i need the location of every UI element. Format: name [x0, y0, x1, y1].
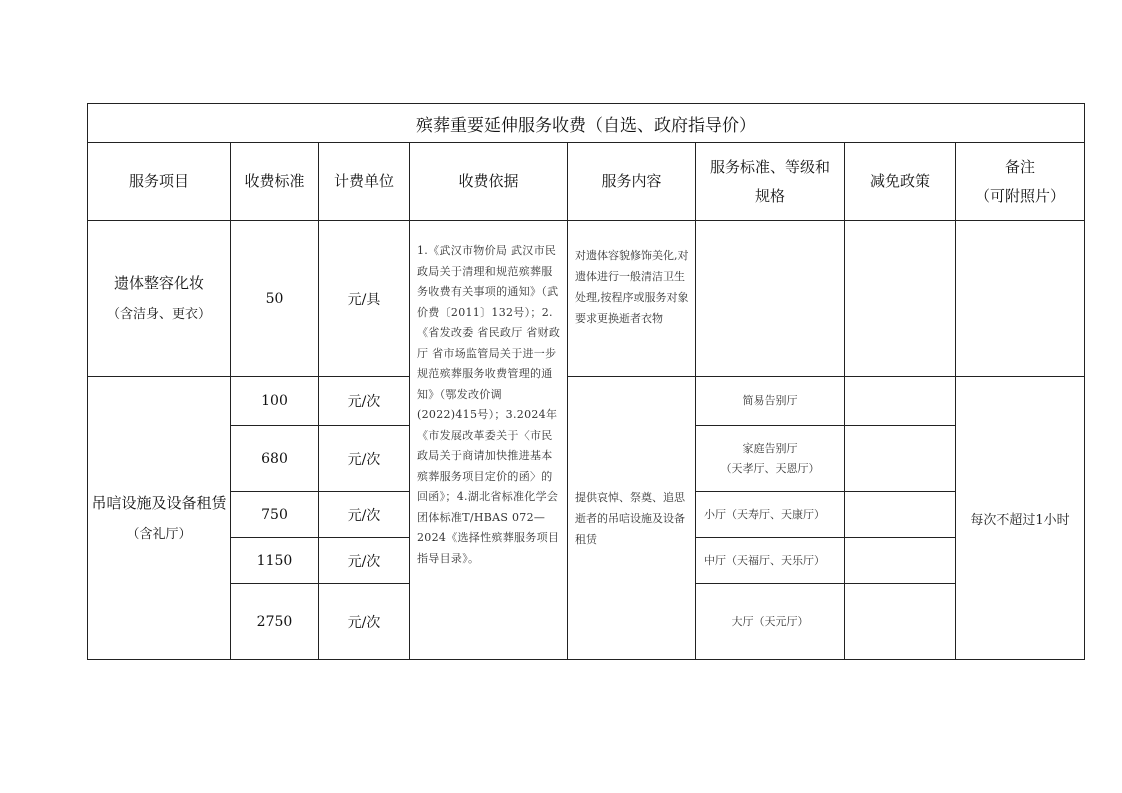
fee-value: 2750: [231, 584, 319, 660]
header-remark-line1: 备注: [1004, 158, 1035, 176]
content-text: 对遗体容貌修饰美化,对遗体进行一般清洁卫生处理,按程序或服务对象要求更换逝者衣物: [568, 221, 696, 377]
header-service-standard: [696, 143, 845, 221]
header-remark: [956, 143, 1085, 221]
item-cell-makeup: [88, 221, 231, 377]
content-text: 提供哀悼、祭奠、追思逝者的吊唁设施及设备租赁: [568, 377, 696, 660]
item-sub: （含洁身、更衣）: [106, 307, 211, 323]
header-service-standard-line2: 规格: [754, 186, 785, 205]
unit-value: 元/具: [319, 221, 410, 377]
item-sub: （含礼厅）: [126, 526, 192, 542]
fee-value: 750: [231, 492, 319, 538]
header-basis: 收费依据: [410, 143, 568, 221]
remark-text: 每次不超过1小时: [956, 377, 1085, 660]
table-title: 殡葬重要延伸服务收费（自选、政府指导价）: [88, 104, 1085, 143]
unit-value: 元/次: [319, 426, 410, 492]
item-cell-rental: [88, 377, 231, 660]
table-row: [88, 377, 1085, 426]
relief-empty: [845, 426, 956, 492]
relief-empty: [845, 377, 956, 426]
item-name: 遗体整容化妆: [113, 274, 204, 293]
header-relief: 减免政策: [845, 143, 956, 221]
relief-empty: [845, 538, 956, 584]
unit-value: 元/次: [319, 584, 410, 660]
unit-value: 元/次: [319, 492, 410, 538]
relief-empty: [845, 221, 956, 377]
header-item: 服务项目: [88, 143, 231, 221]
service-standard: 中厅（天福厅、天乐厅）: [696, 538, 845, 584]
header-remark-line2: （可附照片）: [974, 186, 1065, 205]
service-standard-empty: [696, 221, 845, 377]
service-standard: 小厅（天寿厅、天康厅）: [696, 492, 845, 538]
remark-empty: [956, 221, 1085, 377]
service-standard: 简易告别厅: [696, 377, 845, 426]
unit-value: 元/次: [319, 538, 410, 584]
header-unit: 计费单位: [319, 143, 410, 221]
fee-value: 1150: [231, 538, 319, 584]
header-service-standard-line1: 服务标准、等级和: [709, 158, 830, 176]
basis-text: 1.《武汉市物价局 武汉市民政局关于清理和规范殡葬服务收费有关事项的通知》（武价费〔2011〕132号）；2.《省发改委 省民政厅 省财政厅 省市场监管局关于进一步规范殡葬服务收费管理的通知》（鄂发改价调(2022)415号）；3.2024年《市发展改革委关于〈市民政局关于商请加快推进基本殡葬服务项目定价的函〉的回函》；4.湖北省标准化学会团体标准T/HBAS 072—2024《选择性殡葬服务项目指导目录》。: [410, 221, 568, 660]
table-row: [88, 221, 1085, 377]
item-name: 吊唁设施及设备租赁: [91, 493, 227, 512]
relief-empty: [845, 492, 956, 538]
unit-value: 元/次: [319, 377, 410, 426]
fee-value: 100: [231, 377, 319, 426]
service-standard-line2: （天孝厅、天恩厅）: [720, 461, 820, 475]
header-fee-standard: 收费标准: [231, 143, 319, 221]
service-standard: 大厅（天元厅）: [696, 584, 845, 660]
fee-value: 680: [231, 426, 319, 492]
fee-value: 50: [231, 221, 319, 377]
service-standard-line1: 家庭告别厅: [742, 441, 798, 455]
header-content: 服务内容: [568, 143, 696, 221]
relief-empty: [845, 584, 956, 660]
fee-table: [87, 103, 1085, 660]
service-standard: [696, 426, 845, 492]
